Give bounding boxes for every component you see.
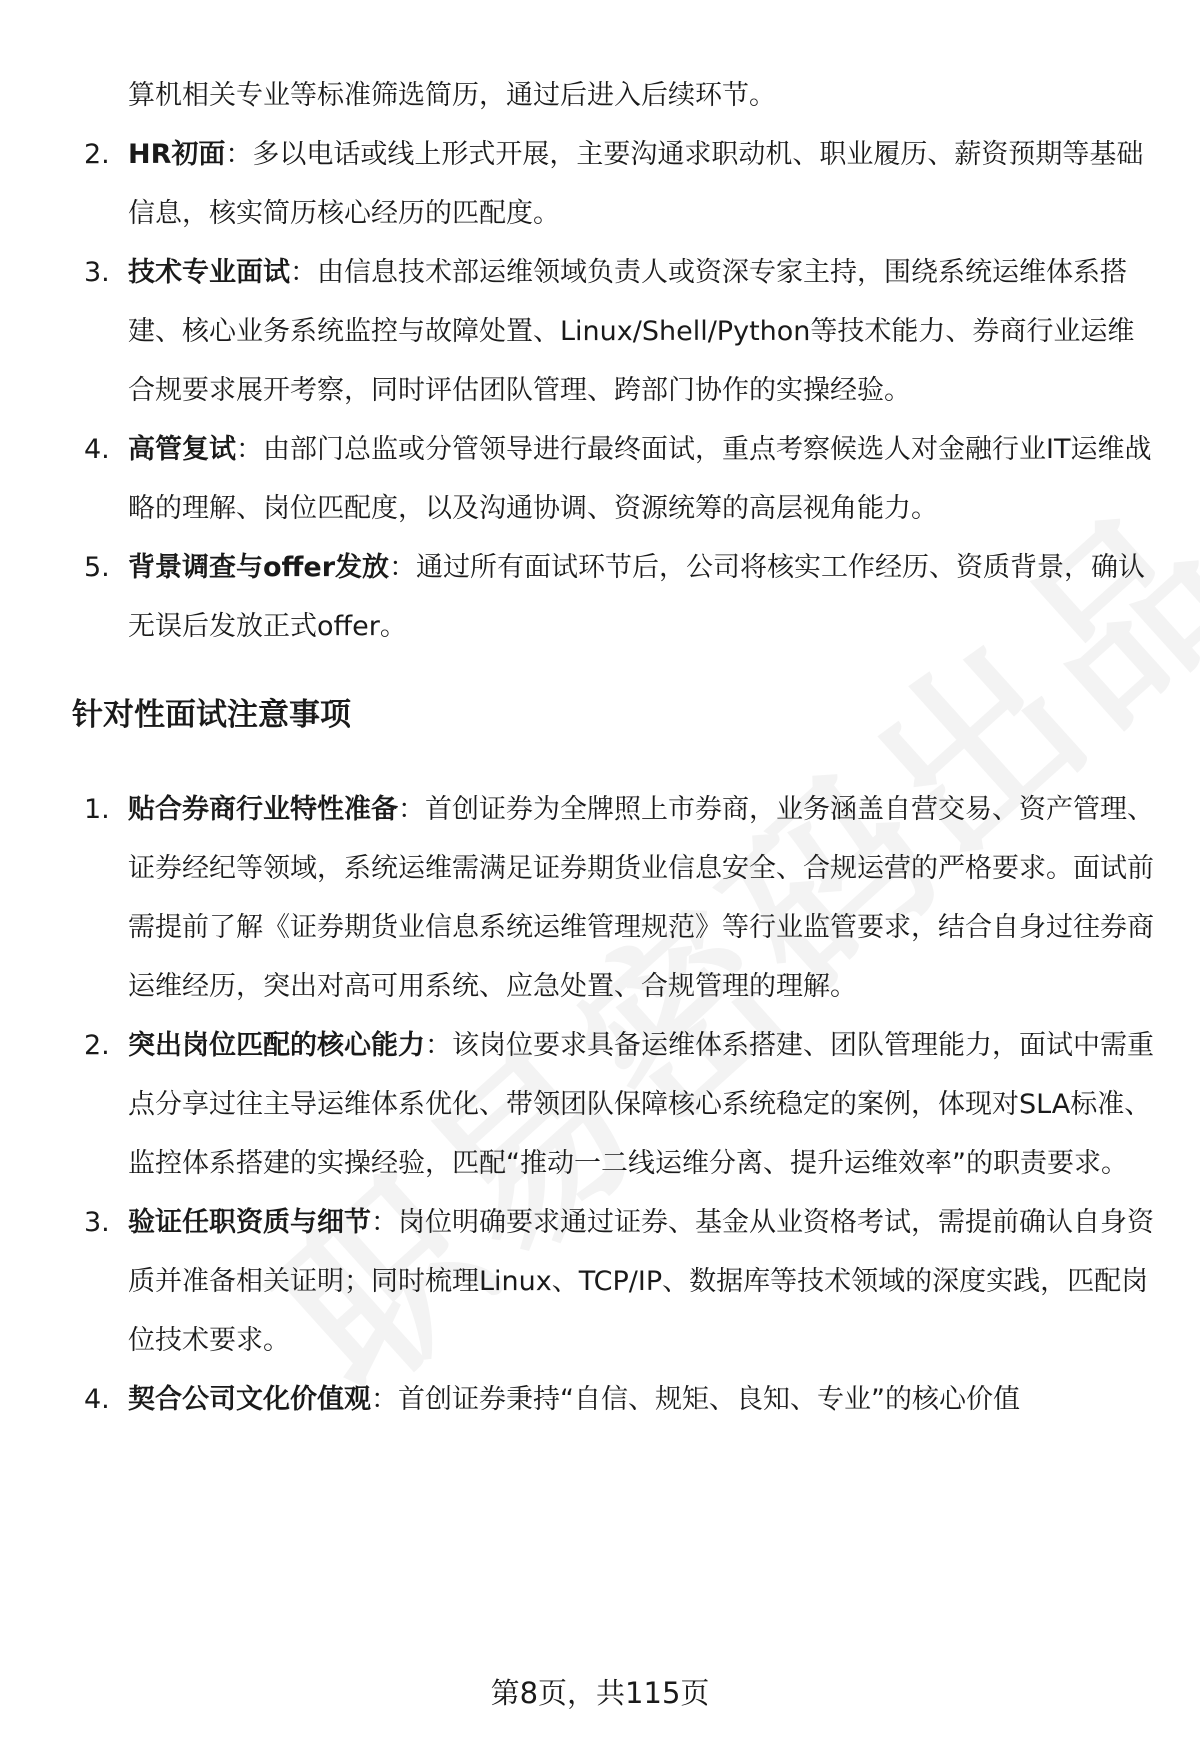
- list-item: [0, 1193, 1200, 1370]
- item-text: ：多以电话或线上形式开展，主要沟通求职动机、职业履历、薪资预期等基础信息，核实简历核心经历的匹配度。: [128, 139, 1144, 229]
- item-number: 3.: [84, 257, 110, 288]
- item-number: 2.: [84, 139, 110, 170]
- list-item: [0, 125, 1200, 243]
- item-number: 4.: [84, 1384, 110, 1415]
- item-title: 背景调查与offer发放: [128, 552, 390, 583]
- item-text: ：该岗位要求具备运维体系搭建、团队管理能力，面试中需重点分享过往主导运维体系优化、带领团队保障核心系统稳定的案例，体现对SLA标准、监控体系搭建的实操经验，匹配“推动一二线运维分离、提升运维效率”的职责要求。: [128, 1030, 1154, 1179]
- page-content: [0, 66, 1200, 1429]
- item-text: ：岗位明确要求通过证券、基金从业资格考试，需提前确认自身资质并准备相关证明；同时梳理Linux、TCP/IP、数据库等技术领域的深度实践，匹配岗位技术要求。: [128, 1207, 1154, 1356]
- item-body: [128, 420, 1160, 538]
- section-title: 针对性面试注意事项: [72, 697, 351, 733]
- list-item: [0, 538, 1200, 656]
- item-text: ：首创证券秉持“自信、规矩、良知、专业”的核心价值: [371, 1384, 1020, 1415]
- item-body: [128, 1016, 1160, 1193]
- item-title: 契合公司文化价值观: [128, 1384, 371, 1415]
- list-item: [0, 243, 1200, 420]
- item-number: 5.: [84, 552, 110, 583]
- item-title: HR初面: [128, 139, 226, 170]
- continuation-text: 算机相关专业等标准筛选简历，通过后进入后续环节。: [128, 80, 776, 111]
- item-number: 4.: [84, 434, 110, 465]
- item-title: 技术专业面试: [128, 257, 290, 288]
- item-body: [128, 1370, 1160, 1429]
- item-text: ：由部门总监或分管领导进行最终面试，重点考察候选人对金融行业IT运维战略的理解、岗位匹配度，以及沟通协调、资源统筹的高层视角能力。: [128, 434, 1152, 524]
- item-title: 贴合券商行业特性准备: [128, 794, 398, 825]
- item-number: 1.: [84, 794, 110, 825]
- item-number: 3.: [84, 1207, 110, 1238]
- item-body: [128, 243, 1160, 420]
- list-item: [0, 420, 1200, 538]
- page-footer: 第8页，共115页: [490, 1676, 710, 1710]
- item-title: 突出岗位匹配的核心能力: [128, 1030, 425, 1061]
- list-item: [0, 780, 1200, 1016]
- list-item: [0, 1016, 1200, 1193]
- item-title: 高管复试: [128, 434, 236, 465]
- process-steps-list: [0, 125, 1200, 656]
- item-body: [128, 538, 1160, 656]
- item-body: [128, 780, 1160, 1016]
- item-text: ：通过所有面试环节后，公司将核实工作经历、资质背景，确认无误后发放正式offer。: [128, 552, 1146, 642]
- item-body: [128, 1193, 1160, 1370]
- item-title: 验证任职资质与细节: [128, 1207, 371, 1238]
- item-text: ：首创证券为全牌照上市券商，业务涵盖自营交易、资产管理、证券经纪等领域，系统运维需满足证券期货业信息安全、合规运营的严格要求。面试前需提前了解《证券期货业信息系统运维管理规范》等行业监管要求，结合自身过往券商运维经历，突出对高可用系统、应急处置、合规管理的理解。: [128, 794, 1154, 1002]
- interview-tips-list: [0, 780, 1200, 1429]
- item-number: 2.: [84, 1030, 110, 1061]
- item-body: [128, 125, 1160, 243]
- item-text: ：由信息技术部运维领域负责人或资深专家主持，围绕系统运维体系搭建、核心业务系统监控与故障处置、Linux/Shell/Python等技术能力、券商行业运维合规要求展开考察，同时评估团队管理、跨部门协作的实操经验。: [128, 257, 1135, 406]
- list-item: [0, 1370, 1200, 1429]
